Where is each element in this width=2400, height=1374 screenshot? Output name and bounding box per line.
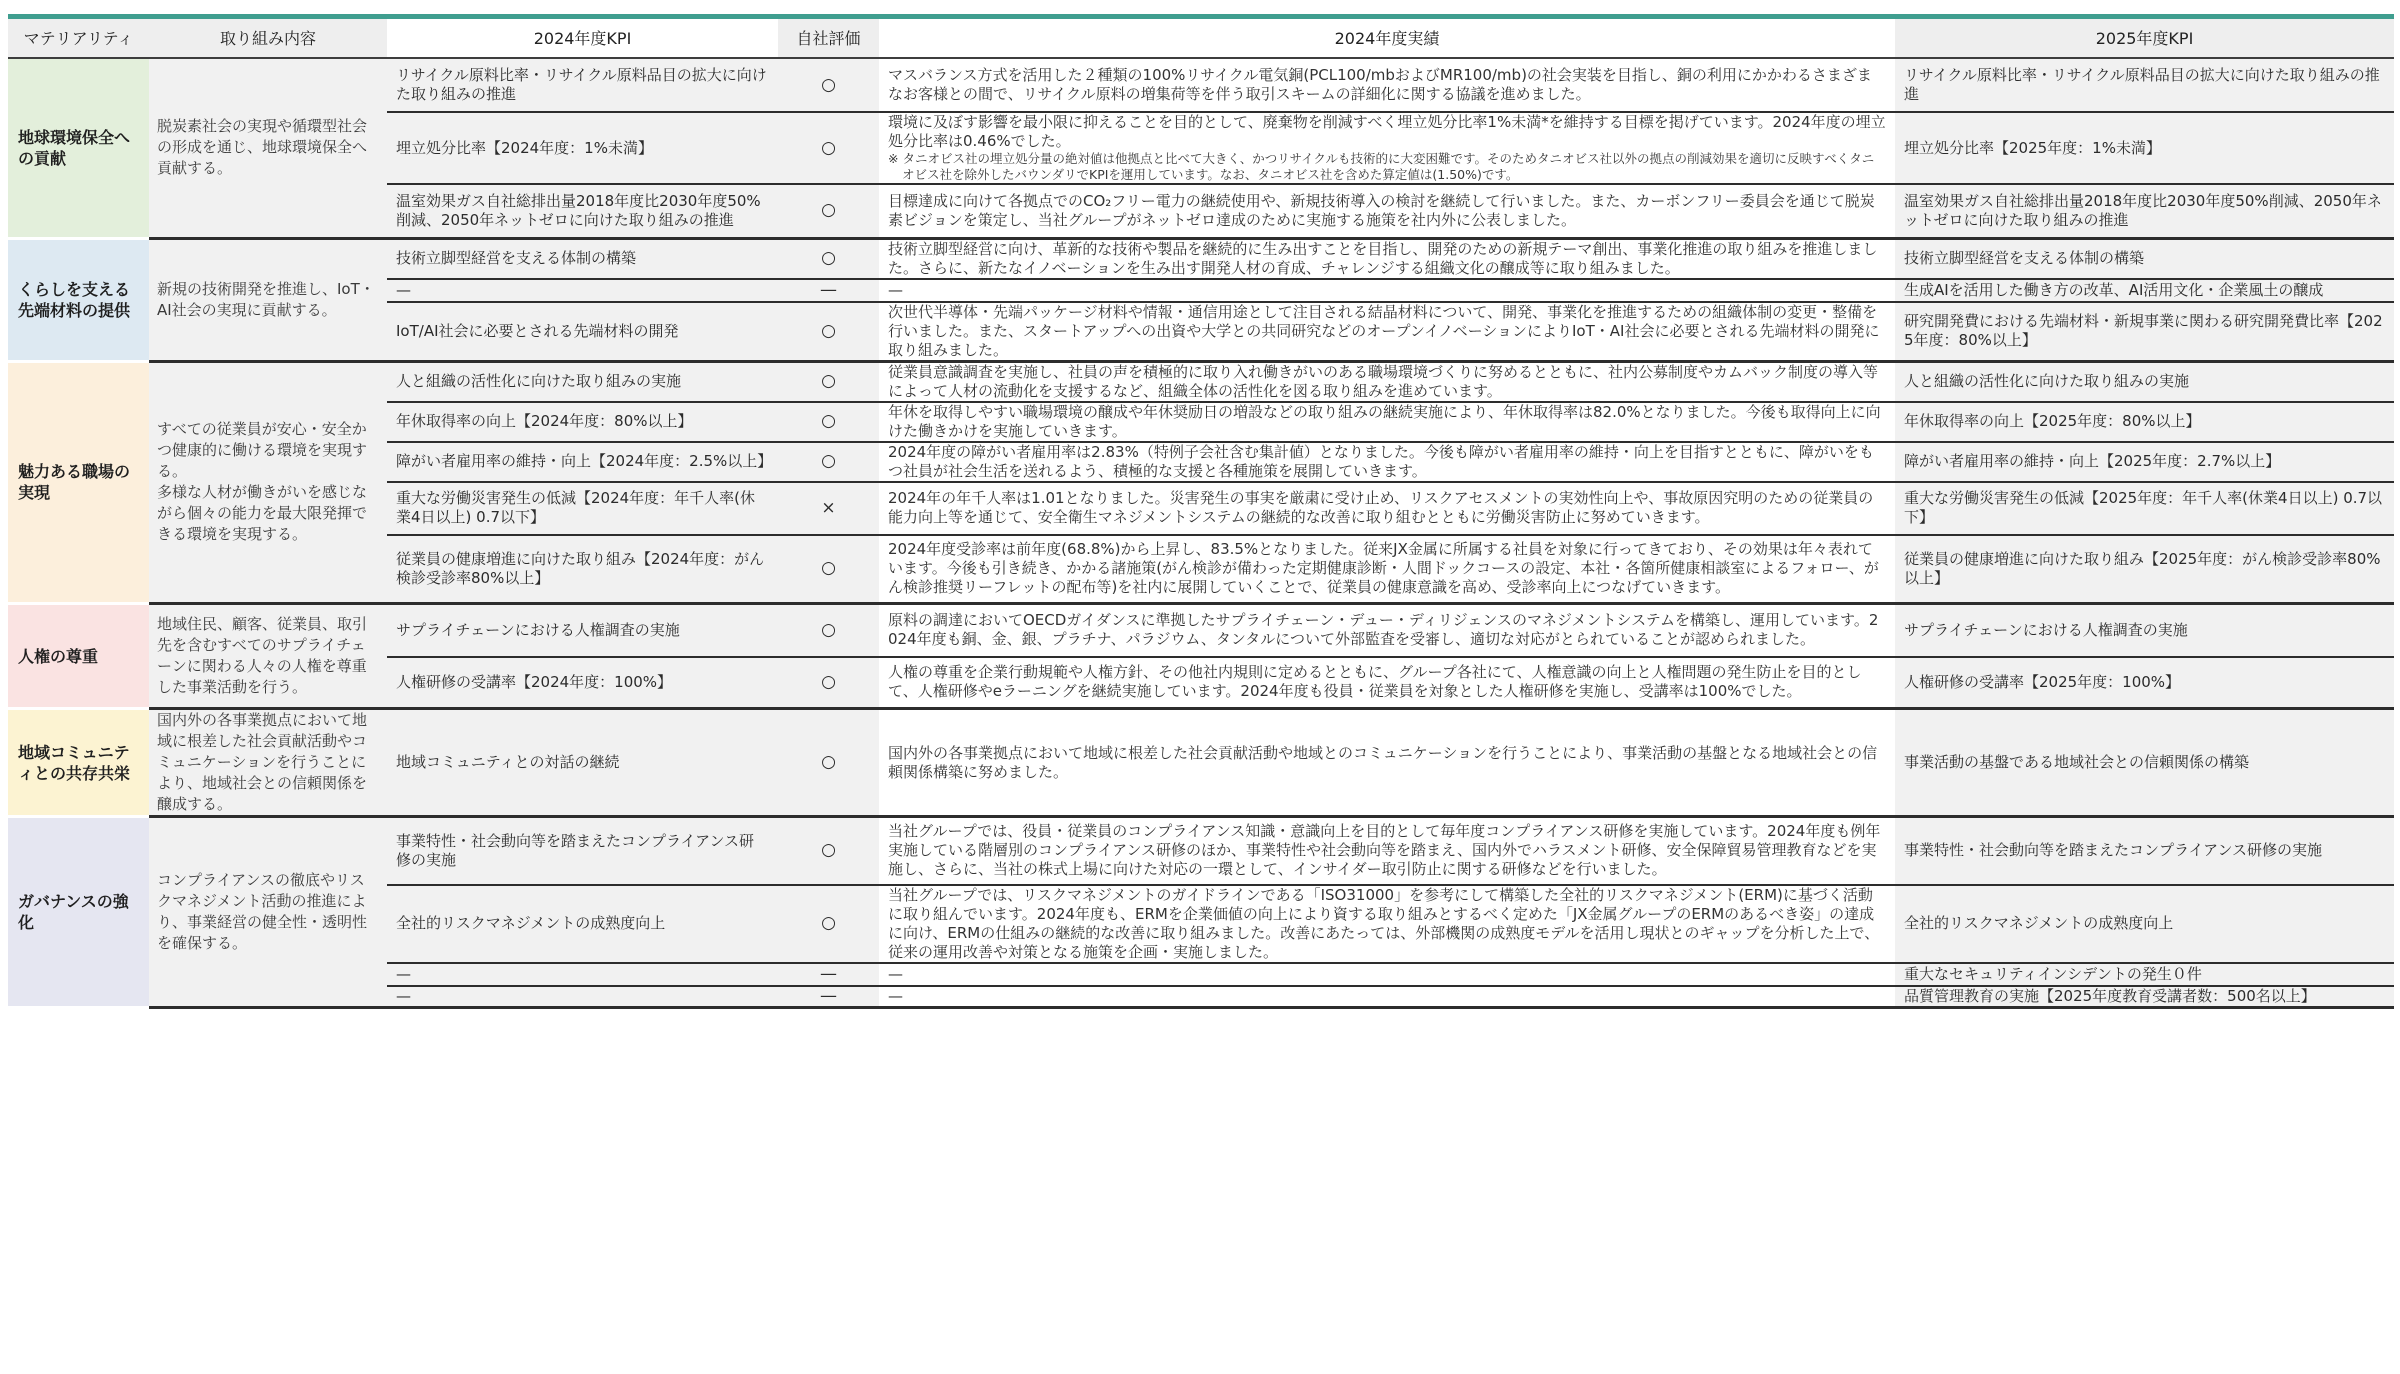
- self-eval-mark: ○: [778, 709, 879, 817]
- result-2024-cell: [879, 184, 1895, 238]
- kpi-2024-cell: 障がい者雇用率の維持・向上【2024年度：2.5%以上】: [387, 442, 778, 482]
- approach-description: 脱炭素社会の実現や循環型社会の形成を通じ、地球環境保全へ貢献する。: [149, 58, 387, 238]
- approach-description: コンプライアンスの徹底やリスクマネジメント活動の推進により、事業経営の健全性・透明性を確保する。: [149, 817, 387, 1008]
- result-footnote: ※ タニオビス社の埋立処分量の絶対値は他拠点と比べて大きく、かつリサイクルも技術的に大変困難です。そのためタニオビス社以外の拠点の削減効果を適切に反映すべくタニオビス社を除外したバウンダリでKPIを運用しています。なお、タニオビス社を含めた算定値は(1.50%)です。: [888, 151, 1875, 182]
- table-row: [8, 58, 2394, 112]
- self-eval-mark: ○: [778, 817, 879, 885]
- self-eval-mark: —: [778, 963, 879, 986]
- kpi-2024-cell: 人と組織の活性化に向けた取り組みの実施: [387, 361, 778, 402]
- kpi-2025-cell: 人権研修の受講率【2025年度：100%】: [1895, 657, 2394, 709]
- result-2024-cell: [879, 535, 1895, 604]
- kpi-2025-cell: 年休取得率の向上【2025年度：80%以上】: [1895, 402, 2394, 442]
- kpi-2024-cell: サプライチェーンにおける人権調査の実施: [387, 604, 778, 657]
- self-eval-mark: ○: [778, 402, 879, 442]
- kpi-2025-cell: 人と組織の活性化に向けた取り組みの実施: [1895, 361, 2394, 402]
- result-text: 国内外の各事業拠点において地域に根差した社会貢献活動や地域とのコミュニケーションを行うことにより、事業活動の基盤となる地域社会との信頼関係構築に努めました。: [888, 743, 1878, 781]
- self-eval-mark: ○: [778, 184, 879, 238]
- approach-description: 地域住民、顧客、従業員、取引先を含むすべてのサプライチェーンに関わる人々の人権を尊重した事業活動を行う。: [149, 604, 387, 709]
- kpi-2024-cell: —: [387, 963, 778, 986]
- header-kpi-2024: 2024年度KPI: [387, 19, 778, 58]
- result-2024-cell: [879, 361, 1895, 402]
- result-2024-cell: [879, 238, 1895, 279]
- result-text: 2024年度の障がい者雇用率は2.83%（特例子会社含む集計値）となりました。今後も障がい者雇用率の維持・向上を目指すとともに、障がいをもつ社員が社会生活を送れるよう、積極的な支援と各種施策を展開していきます。: [888, 442, 1874, 480]
- header-row: [8, 19, 2394, 58]
- table-row: [8, 238, 2394, 279]
- kpi-2025-cell: 温室効果ガス自社総排出量2018年度比2030年度50%削減、2050年ネットゼロに向けた取り組みの推進: [1895, 184, 2394, 238]
- result-text: 当社グループでは、リスクマネジメントのガイドラインである「ISO31000」を参考にして構築した全社的リスクマネジメント(ERM)に基づく活動に取り組んでいます。2024年度も、ERMを企業価値の向上により資する取り組みとするべく定めた「JX金属グループのERMのあるべき姿」の達成に向け、ERMの仕組みの継続的な改善に取り組みました。改善にあたっては、外部機関の成熟度モデルを活用し現状とのギャップを分析した上で、従来の運用改善や対策となる施策を企画・実施しました。: [888, 885, 1880, 961]
- result-text: —: [888, 986, 903, 1005]
- result-text: 当社グループでは、役員・従業員のコンプライアンス知識・意識向上を目的として毎年度コンプライアンス研修を実施しています。2024年度も例年実施している階層別のコンプライアンス研修のほか、事業特性や社会動向等を踏まえ、国内外でハラスメント研修、安全保障貿易管理教育などを実施し、さらに、当社の株式上場に向けた対応の一環として、インサイダー取引防止に関する研修などを行いました。: [888, 822, 1881, 879]
- approach-description: 国内外の各事業拠点において地域に根差した社会貢献活動やコミュニケーションを行うことにより、地域社会との信頼関係を醸成する。: [149, 709, 387, 817]
- result-text: —: [888, 280, 903, 299]
- header-approach: 取り組み内容: [149, 19, 387, 58]
- kpi-2024-cell: 地域コミュニティとの対話の継続: [387, 709, 778, 817]
- self-eval-mark: ○: [778, 604, 879, 657]
- result-2024-cell: [879, 302, 1895, 362]
- kpi-2024-cell: リサイクル原料比率・リサイクル原料品目の拡大に向けた取り組みの推進: [387, 58, 778, 112]
- result-2024-cell: [879, 482, 1895, 535]
- self-eval-mark: —: [778, 279, 879, 302]
- table-row: [8, 604, 2394, 657]
- materiality-category: ガバナンスの強化: [8, 817, 149, 1008]
- kpi-2025-cell: 事業特性・社会動向等を踏まえたコンプライアンス研修の実施: [1895, 817, 2394, 885]
- self-eval-mark: ○: [778, 885, 879, 963]
- table-row: [8, 361, 2394, 402]
- self-eval-mark: ○: [778, 302, 879, 362]
- approach-description: すべての従業員が安心・安全かつ健康的に働ける環境を実現する。 多様な人材が働きがいを感じながら個々の能力を最大限発揮できる環境を実現する。: [149, 361, 387, 604]
- result-2024-cell: [879, 442, 1895, 482]
- result-text: —: [888, 964, 903, 983]
- kpi-2025-cell: 生成AIを活用した働き方の改革、AI活用文化・企業風土の醸成: [1895, 279, 2394, 302]
- result-2024-cell: [879, 279, 1895, 302]
- self-eval-mark: ○: [778, 361, 879, 402]
- header-materiality: マテリアリティ: [8, 19, 149, 58]
- kpi-2024-cell: 技術立脚型経営を支える体制の構築: [387, 238, 778, 279]
- result-2024-cell: [879, 885, 1895, 963]
- kpi-2025-cell: リサイクル原料比率・リサイクル原料品目の拡大に向けた取り組みの推進: [1895, 58, 2394, 112]
- result-text: 人権の尊重を企業行動規範や人権方針、その他社内規則に定めるとともに、グループ各社にて、人権意識の向上と人権問題の発生防止を目的として、人権研修やeラーニングを継続実施しています。2024年度も役員・従業員を対象とした人権研修を実施し、受講率は100%でした。: [888, 663, 1862, 701]
- result-2024-cell: [879, 986, 1895, 1008]
- kpi-2024-cell: 事業特性・社会動向等を踏まえたコンプライアンス研修の実施: [387, 817, 778, 885]
- result-text: 技術立脚型経営に向け、革新的な技術や製品を継続的に生み出すことを目指し、開発のための新規テーマ創出、事業化推進の取り組みを推進しました。さらに、新たなイノベーションを生み出す開発人材の育成、チャレンジする組織文化の醸成等に取り組みました。: [888, 239, 1878, 277]
- kpi-2025-cell: 重大な労働災害発生の低減【2025年度：年千人率(休業4日以上) 0.7以下】: [1895, 482, 2394, 535]
- kpi-2024-cell: 全社的リスクマネジメントの成熟度向上: [387, 885, 778, 963]
- result-2024-cell: [879, 817, 1895, 885]
- kpi-2024-cell: 年休取得率の向上【2024年度：80%以上】: [387, 402, 778, 442]
- kpi-2024-cell: 人権研修の受講率【2024年度：100%】: [387, 657, 778, 709]
- approach-description: 新規の技術開発を推進し、IoT・AI社会の実現に貢献する。: [149, 238, 387, 361]
- header-self-eval: 自社評価: [778, 19, 879, 58]
- result-2024-cell: [879, 604, 1895, 657]
- kpi-2024-cell: 温室効果ガス自社総排出量2018年度比2030年度50%削減、2050年ネットゼロに向けた取り組みの推進: [387, 184, 778, 238]
- result-2024-cell: [879, 963, 1895, 986]
- header-kpi-2025: 2025年度KPI: [1895, 19, 2394, 58]
- materiality-category: くらしを支える先端材料の提供: [8, 238, 149, 361]
- self-eval-mark: ○: [778, 112, 879, 184]
- kpi-2025-cell: 全社的リスクマネジメントの成熟度向上: [1895, 885, 2394, 963]
- kpi-2025-cell: サプライチェーンにおける人権調査の実施: [1895, 604, 2394, 657]
- self-eval-mark: ○: [778, 657, 879, 709]
- result-text: 原料の調達においてOECDガイダンスに準拠したサプライチェーン・デュー・ディリジェンスのマネジメントシステムを構築し、運用しています。2024年度も銅、金、銀、プラチナ、パラジウム、タンタルについて外部監査を受審し、適切な対応がとられていることが認められました。: [888, 611, 1879, 649]
- result-2024-cell: [879, 657, 1895, 709]
- materiality-category: 地域コミュニティとの共存共栄: [8, 709, 149, 817]
- materiality-category: 地球環境保全への貢献: [8, 58, 149, 238]
- result-text: 2024年の年千人率は1.01となりました。災害発生の事実を厳粛に受け止め、リスクアセスメントの実効性向上や、事故原因究明のための従業員の能力向上等を通じて、安全衛生マネジメントシステムの継続的な改善に取り組むとともに労働災害防止に努めていきます。: [888, 489, 1874, 526]
- kpi-2024-cell: IoT/AI社会に必要とされる先端材料の開発: [387, 302, 778, 362]
- self-eval-mark: ×: [778, 482, 879, 535]
- self-eval-mark: ○: [778, 442, 879, 482]
- result-text: 次世代半導体・先端パッケージ材料や情報・通信用途として注目される結晶材料について、開発、事業化を推進するための組織体制の変更・整備を行いました。また、スタートアップへの出資や大学との共同研究などのオープンイノベーションによりIoT・AI社会に必要とされる先端材料の開発に取り組みました。: [888, 302, 1880, 359]
- kpi-2024-cell: —: [387, 279, 778, 302]
- kpi-2025-cell: 重大なセキュリティインシデントの発生０件: [1895, 963, 2394, 986]
- result-text: 従業員意識調査を実施し、社員の声を積極的に取り入れ働きがいのある職場環境づくりに努めるとともに、社内公募制度やカムバック制度の導入等によって人材の流動化を支援するなど、組織全体の活性化を図る取り組みを進めています。: [888, 362, 1879, 400]
- self-eval-mark: ○: [778, 535, 879, 604]
- kpi-2024-cell: 重大な労働災害発生の低減【2024年度：年千人率(休業4日以上) 0.7以下】: [387, 482, 778, 535]
- result-text: 年休を取得しやすい職場環境の醸成や年休奨励日の増設などの取り組みの継続実施により、年休取得率は82.0%となりました。今後も取得向上に向けた働きかけを実施していきます。: [888, 402, 1881, 440]
- result-2024-cell: [879, 112, 1895, 184]
- result-2024-cell: [879, 58, 1895, 112]
- kpi-2024-cell: 埋立処分比率【2024年度：1%未満】: [387, 112, 778, 184]
- result-text: 目標達成に向けて各拠点でのCO₂フリー電力の継続使用や、新規技術導入の検討を継続して行いました。また、カーボンフリー委員会を通じて脱炭素ビジョンを策定し、当社グループがネットゼロ達成のために実施する施策を社内外に公表しました。: [888, 191, 1875, 229]
- materiality-category: 人権の尊重: [8, 604, 149, 709]
- kpi-2025-cell: 従業員の健康増進に向けた取り組み【2025年度：がん検診受診率80%以上】: [1895, 535, 2394, 604]
- self-eval-mark: —: [778, 986, 879, 1008]
- self-eval-mark: ○: [778, 58, 879, 112]
- result-text: 環境に及ぼす影響を最小限に抑えることを目的として、廃棄物を削減すべく埋立処分比率1%未満*を維持する目標を掲げています。2024年度の埋立処分比率は0.46%でした。: [888, 113, 1886, 150]
- materiality-table: [8, 19, 2394, 1009]
- result-text: 2024年度受診率は前年度(68.8%)から上昇し、83.5%となりました。従来JX金属に所属する社員を対象に行ってきており、その効果は年々表れています。今後も引き続き、かかる諸施策(がん検診が備わった定期健康診断・人間ドックコースの設定、本社・各箇所健康相談室によるフォロー、がん検診推奨リーフレットの配布等)を社内に展開していくことで、従業員の健康意識を高め、受診率向上につなげていきます。: [888, 540, 1879, 597]
- self-eval-mark: ○: [778, 238, 879, 279]
- table-row: [8, 709, 2394, 817]
- kpi-2025-cell: 品質管理教育の実施【2025年度教育受講者数：500名以上】: [1895, 986, 2394, 1008]
- kpi-2024-cell: —: [387, 986, 778, 1008]
- materiality-category: 魅力ある職場の実現: [8, 361, 149, 604]
- kpi-2025-cell: 事業活動の基盤である地域社会との信頼関係の構築: [1895, 709, 2394, 817]
- kpi-2025-cell: 埋立処分比率【2025年度：1%未満】: [1895, 112, 2394, 184]
- result-text: マスバランス方式を活用した２種類の100%リサイクル電気銅(PCL100/mbおよびMR100/mb)の社会実装を目指し、銅の利用にかかわるさまざまなお客様との間で、リサイクル原料の増集荷等を伴う取引スキームの詳細化に関する協議を進めました。: [888, 66, 1872, 103]
- table-row: [8, 817, 2394, 885]
- result-2024-cell: [879, 402, 1895, 442]
- kpi-2025-cell: 技術立脚型経営を支える体制の構築: [1895, 238, 2394, 279]
- kpi-2024-cell: 従業員の健康増進に向けた取り組み【2024年度：がん検診受診率80%以上】: [387, 535, 778, 604]
- kpi-2025-cell: 研究開発費における先端材料・新規事業に関わる研究開発費比率【2025年度：80%以上】: [1895, 302, 2394, 362]
- header-results-2024: 2024年度実績: [879, 19, 1895, 58]
- kpi-2025-cell: 障がい者雇用率の維持・向上【2025年度：2.7%以上】: [1895, 442, 2394, 482]
- result-2024-cell: [879, 709, 1895, 817]
